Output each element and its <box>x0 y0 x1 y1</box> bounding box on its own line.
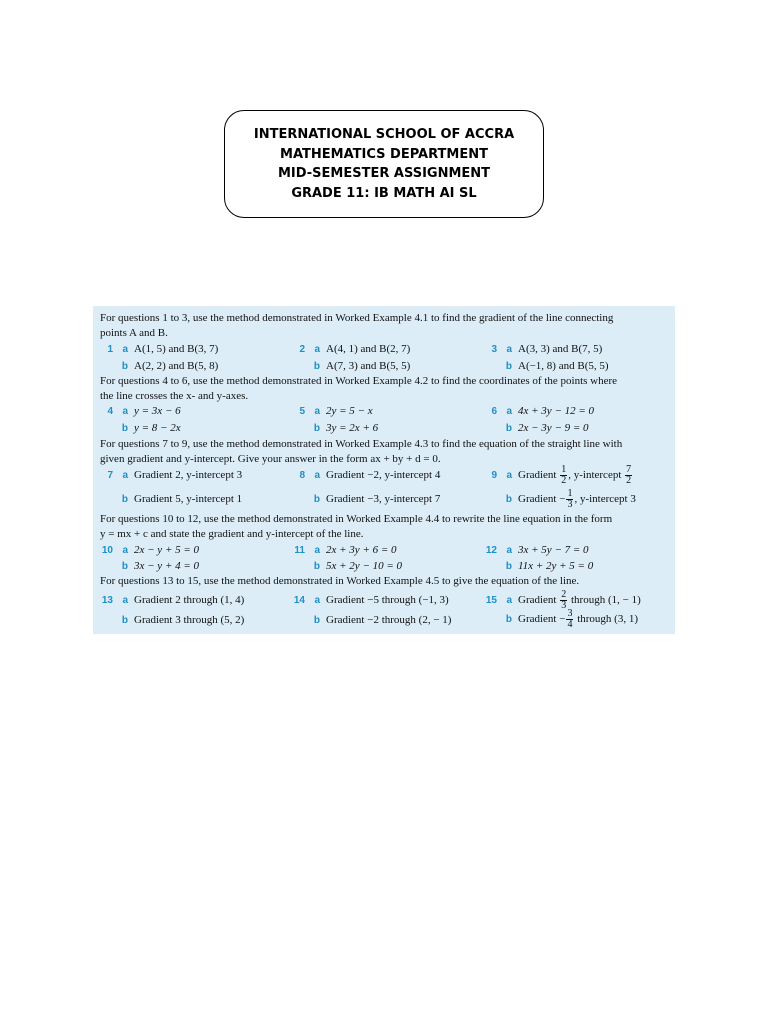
part-label: b <box>313 494 320 505</box>
question-8a <box>283 467 440 484</box>
instruction-line: For questions 7 to 9, use the method demonstrated in Worked Example 4.3 to find the equation of the straight line with <box>100 438 623 450</box>
question-number: 7 <box>107 470 113 481</box>
instruction-5 <box>100 574 660 589</box>
part-label: a <box>122 470 128 481</box>
instruction-line: y = mx + c and state the gradient and y-intercept of the line. <box>100 528 364 540</box>
instruction-line: For questions 1 to 3, use the method demonstrated in Worked Example 4.1 to find the gradient of the line connecting <box>100 312 614 324</box>
question-14b <box>283 612 451 629</box>
part-label: b <box>505 561 512 572</box>
question-2a <box>283 341 410 358</box>
question-13b <box>91 612 244 629</box>
question-text: Gradient 2 through (1, 4) <box>134 594 245 606</box>
question-4b <box>91 420 181 437</box>
part-label: b <box>313 615 320 626</box>
question-text: 3y = 2x + 6 <box>326 422 379 434</box>
instruction-line: given gradient and y-intercept. Give your answer in the form ax + by + d = 0. <box>100 453 441 465</box>
question-12a <box>475 542 589 559</box>
part-label: b <box>313 561 320 572</box>
question-9b <box>475 489 636 510</box>
part-label: b <box>505 494 512 506</box>
part-label: a <box>122 406 128 417</box>
question-text: , y-intercept <box>568 469 622 482</box>
instruction-3 <box>100 437 660 467</box>
question-text: through (1, − 1) <box>570 594 641 607</box>
fraction <box>560 465 567 486</box>
question-number: 5 <box>299 406 305 417</box>
question-row <box>93 608 675 632</box>
question-text: 2x + 3y + 6 = 0 <box>326 544 397 556</box>
instruction-4 <box>100 512 660 542</box>
fraction <box>566 489 573 510</box>
question-text: Gradient 2, y-intercept 3 <box>134 469 243 481</box>
part-label: a <box>314 344 320 355</box>
question-15b <box>475 609 638 630</box>
question-10b <box>91 558 199 575</box>
question-text: Gradient − <box>518 493 566 506</box>
question-11a <box>283 542 397 559</box>
question-text: y = 8 − 2x <box>134 422 181 434</box>
question-7a <box>91 467 242 484</box>
part-label: a <box>122 344 128 355</box>
part-label: b <box>121 561 128 572</box>
part-label: a <box>314 406 320 417</box>
header-box <box>224 110 544 218</box>
fraction-numerator: 2 <box>561 589 567 600</box>
fraction-denominator: 4 <box>567 619 573 630</box>
fraction-denominator: 2 <box>561 475 567 486</box>
part-label: b <box>121 615 128 626</box>
question-text: , y-intercept 3 <box>574 493 636 506</box>
question-text: 2x − y + 5 = 0 <box>134 544 200 556</box>
question-text: A(7, 3) and B(5, 5) <box>326 360 411 372</box>
question-text: 2x − 3y − 9 = 0 <box>518 422 589 434</box>
question-text: Gradient 5, y-intercept 1 <box>134 493 243 505</box>
question-number: 9 <box>491 470 497 482</box>
question-6b <box>475 420 589 437</box>
fraction-numerator: 3 <box>567 608 573 619</box>
question-number: 13 <box>101 595 113 606</box>
question-row <box>93 358 675 374</box>
part-label: b <box>313 423 320 434</box>
question-2b <box>283 358 410 375</box>
question-number: 14 <box>293 595 305 606</box>
instruction-line: points A and B. <box>100 327 168 339</box>
part-label: b <box>121 423 128 434</box>
part-label: b <box>121 361 128 372</box>
question-1a <box>91 341 218 358</box>
fraction <box>625 465 632 486</box>
part-label: a <box>506 406 512 417</box>
part-label: a <box>314 545 320 556</box>
question-text: Gradient 3 through (5, 2) <box>134 614 245 626</box>
part-label: a <box>506 595 512 607</box>
question-text: Gradient −2 through (2, − 1) <box>326 614 452 626</box>
instruction-1 <box>100 311 660 341</box>
question-number: 11 <box>294 545 305 556</box>
question-row <box>93 341 675 357</box>
question-text: Gradient <box>518 594 557 607</box>
question-text: through (3, 1) <box>577 613 638 626</box>
exercise-panel <box>93 306 675 634</box>
question-row <box>93 558 675 574</box>
question-number: 4 <box>107 406 113 417</box>
part-label: a <box>314 595 320 606</box>
question-row <box>93 420 675 436</box>
instruction-line: For questions 13 to 15, use the method demonstrated in Worked Example 4.5 to give the equation of the line. <box>100 575 580 587</box>
question-number: 8 <box>299 470 305 481</box>
fraction-numerator: 7 <box>626 464 632 475</box>
question-text: 2y = 5 − x <box>326 405 373 417</box>
fraction-denominator: 2 <box>626 475 632 486</box>
fraction-numerator: 1 <box>567 488 573 499</box>
question-text: A(2, 2) and B(5, 8) <box>134 360 219 372</box>
question-number: 2 <box>299 344 305 355</box>
fraction-denominator: 3 <box>567 499 573 510</box>
part-label: a <box>506 545 512 556</box>
instruction-line: For questions 4 to 6, use the method demonstrated in Worked Example 4.2 to find the coordinates of the points where <box>100 375 618 387</box>
part-label: b <box>505 614 512 626</box>
question-9a <box>475 465 633 486</box>
question-text: A(3, 3) and B(7, 5) <box>518 343 603 355</box>
question-text: Gradient − <box>518 613 566 626</box>
part-label: a <box>314 470 320 481</box>
question-text: Gradient −2, y-intercept 4 <box>326 469 441 481</box>
question-row <box>93 403 675 419</box>
question-3a <box>475 341 602 358</box>
instruction-line: the line crosses the x- and y-axes. <box>100 390 249 402</box>
question-text: Gradient <box>518 469 557 482</box>
instruction-line: For questions 10 to 12, use the method demonstrated in Worked Example 4.4 to rewrite the line equation in the form <box>100 513 613 525</box>
part-label: a <box>506 344 512 355</box>
question-3b <box>475 358 609 375</box>
question-row <box>93 542 675 558</box>
question-row <box>93 464 675 489</box>
question-text: Gradient −3, y-intercept 7 <box>326 493 441 505</box>
question-number: 1 <box>107 344 113 355</box>
assignment-title: MID-SEMESTER ASSIGNMENT <box>277 166 491 181</box>
question-number: 10 <box>101 545 113 556</box>
instruction-2 <box>100 374 660 404</box>
question-text: 11x + 2y + 5 = 0 <box>518 560 594 572</box>
question-14a <box>283 592 449 609</box>
question-text: A(−1, 8) and B(5, 5) <box>518 360 609 372</box>
grade-title: GRADE 11: IB MATH AI SL <box>291 185 477 201</box>
part-label: a <box>122 545 128 556</box>
part-label: b <box>505 361 512 372</box>
question-text: 4x + 3y − 12 = 0 <box>518 405 595 417</box>
part-label: a <box>122 595 128 606</box>
question-7b <box>91 491 242 508</box>
question-1b <box>91 358 218 375</box>
part-label: a <box>506 470 512 482</box>
part-label: b <box>121 494 128 505</box>
question-10a <box>91 542 199 559</box>
part-label: b <box>313 361 320 372</box>
question-text: 3x − y + 4 = 0 <box>134 560 200 572</box>
question-row <box>93 488 675 513</box>
question-5b <box>283 420 378 437</box>
question-number: 15 <box>485 595 497 607</box>
question-13a <box>91 592 244 609</box>
question-number: 12 <box>485 545 497 556</box>
question-text: A(1, 5) and B(3, 7) <box>134 343 219 355</box>
question-number: 6 <box>491 406 497 417</box>
question-text: Gradient −5 through (−1, 3) <box>326 594 449 606</box>
question-number: 3 <box>491 344 497 355</box>
question-11b <box>283 558 402 575</box>
fraction <box>566 609 573 630</box>
question-5a <box>283 403 373 420</box>
department-name: MATHEMATICS DEPARTMENT <box>280 146 488 162</box>
question-text: 5x + 2y − 10 = 0 <box>326 560 403 572</box>
question-12b <box>475 558 593 575</box>
question-text: 3x + 5y − 7 = 0 <box>518 544 589 556</box>
question-text: A(4, 1) and B(2, 7) <box>326 343 411 355</box>
question-8b <box>283 491 440 508</box>
school-name: INTERNATIONAL SCHOOL OF ACCRA <box>253 127 515 142</box>
question-4a <box>91 403 181 420</box>
fraction <box>560 590 567 611</box>
fraction-denominator: 3 <box>561 600 567 611</box>
question-text: y = 3x − 6 <box>134 405 181 417</box>
question-6a <box>475 403 594 420</box>
fraction-numerator: 1 <box>561 464 567 475</box>
part-label: b <box>505 423 512 434</box>
question-15a <box>475 590 641 611</box>
